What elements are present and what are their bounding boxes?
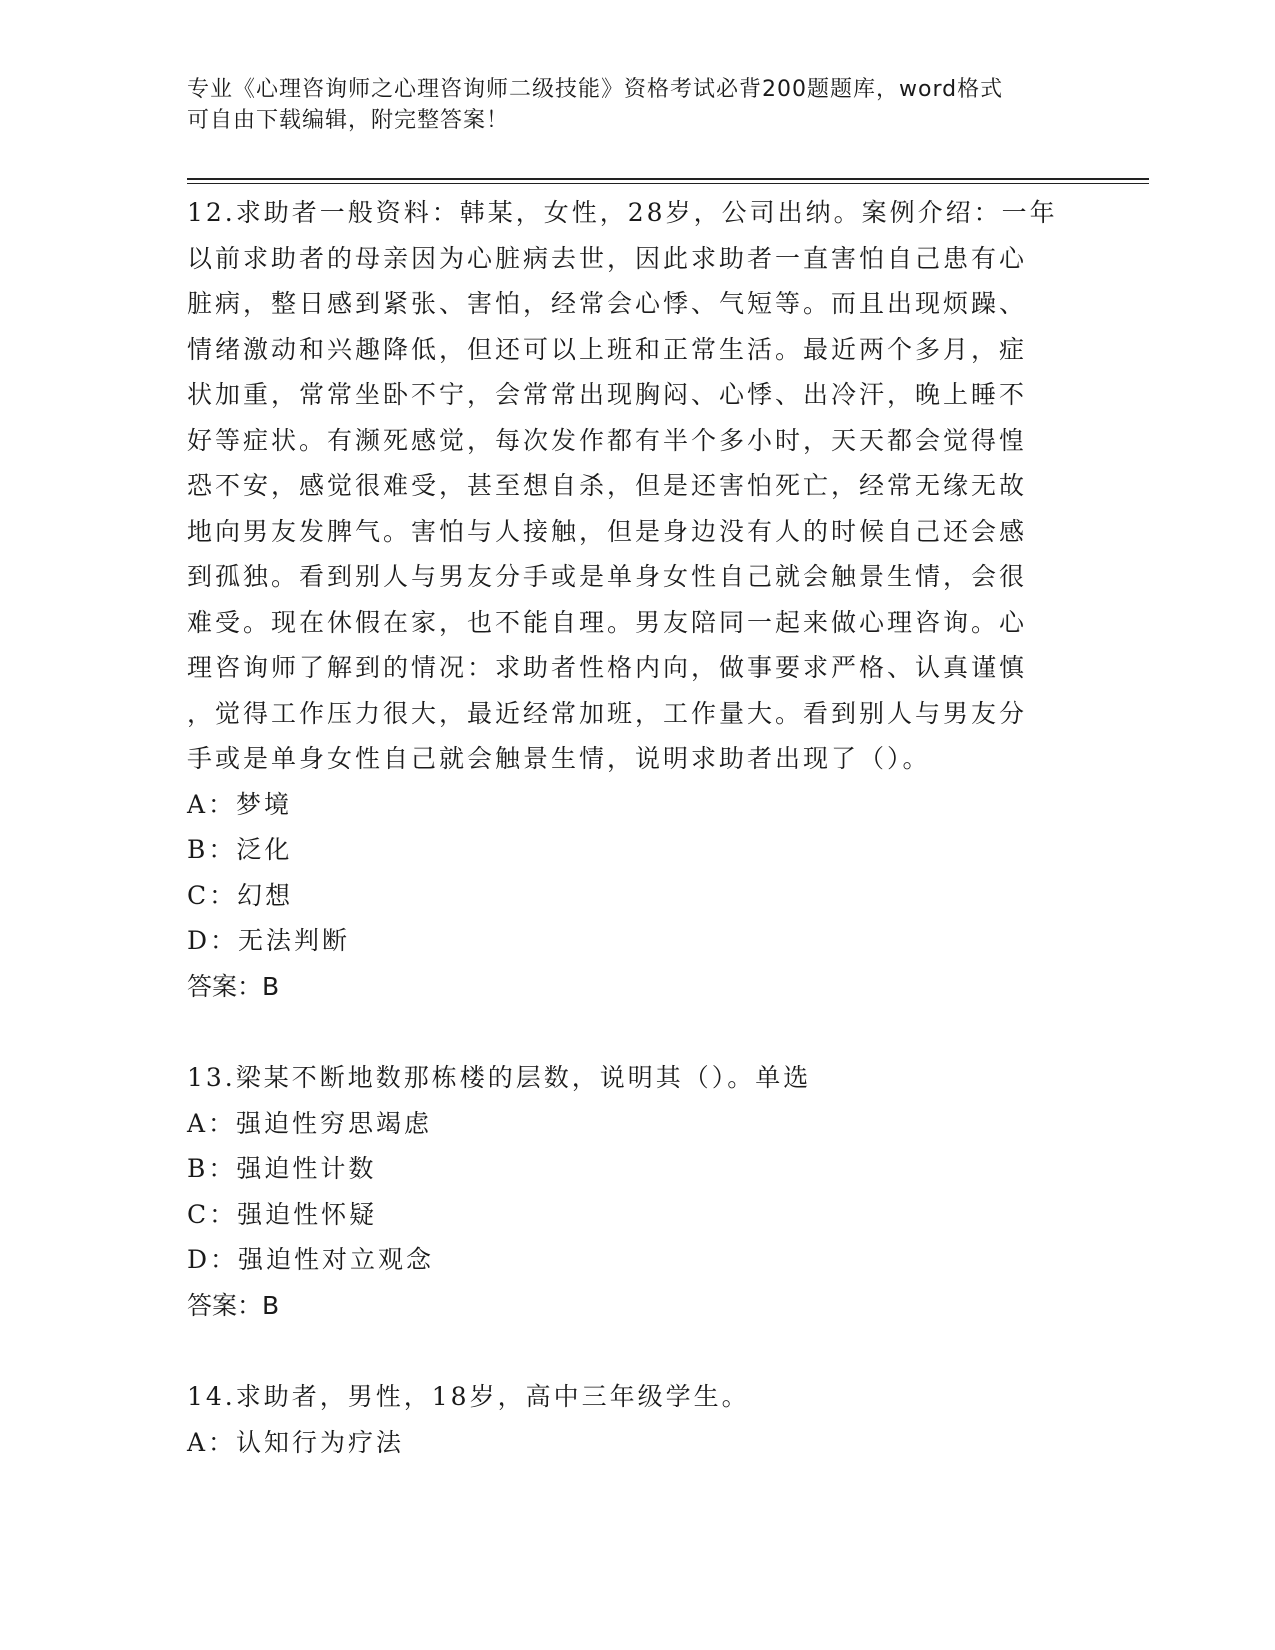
- option-d: D：无法判断: [187, 926, 351, 955]
- option-c: C：幻想: [187, 880, 294, 910]
- answer: 答案：B: [187, 971, 280, 1001]
- option-b: B：泛化: [187, 835, 293, 864]
- option-b: B：强迫性计数: [187, 1154, 377, 1183]
- option-c: C：强迫性怀疑: [187, 1199, 378, 1229]
- option-a: A：认知行为疗法: [187, 1427, 405, 1457]
- header-divider-thick: [187, 178, 1149, 180]
- option-d: D：强迫性对立观念: [187, 1245, 435, 1274]
- header-line-1: 专业《心理咨询师之心理咨询师二级技能》资格考试必背200题题库，word格式: [187, 77, 1004, 102]
- header-line-2: 可自由下载编辑，附完整答案！: [187, 108, 510, 133]
- question-13: [187, 1055, 1077, 1328]
- option-a: A：强迫性穷思竭虑: [187, 1108, 433, 1138]
- question-text: 12.求助者一般资料：韩某，女性，28岁，公司出纳。案例介绍：一年 以前求助者的母亲因为心脏病去世，因此求助者一直害怕自己患有心 脏病，整日感到紧张、害怕，经常会心悸、气短等。而且出现烦躁、 情绪激动和兴趣降低，但还可以上班和正常生活。最近两个多月，症 状加重，常常坐卧不宁，会常常出现胸闷、心悸、出冷汗，晚上睡不 好等症状。有濒死感觉，每次发作都有半个多小时，天天都会觉得惶 恐不安，感觉很难受，甚至想自杀，但是还害怕死亡，经常无缘无故 地向男友发脾气。害怕与人接触，但是身边没有人的时候自己还会感 到孤独。看到别人与男友分手或是单身女性自己就会触景生情，会很 难受。现在休假在家，也不能自理。男友陪同一起来做心理咨询。心 理咨询师了解到的情况：求助者性格内向，做事要求严格、认真谨慎 ，觉得工作压力很大，最近经常加班，工作量大。看到别人与男友分 手或是单身女性自己就会触景生情，说明求助者出现了（）。: [187, 198, 1058, 773]
- question-text: 14.求助者，男性，18岁，高中三年级学生。: [187, 1382, 750, 1411]
- header-divider-thin: [187, 183, 1149, 184]
- question-text: 13.梁某不断地数那栋楼的层数，说明其（）。单选: [187, 1063, 812, 1092]
- question-12: [187, 190, 1077, 1009]
- answer: 答案：B: [187, 1290, 280, 1320]
- question-14: [187, 1374, 1077, 1465]
- document-header: [187, 74, 1067, 136]
- question-list: [187, 190, 1077, 1511]
- option-a: A：梦境: [187, 789, 293, 819]
